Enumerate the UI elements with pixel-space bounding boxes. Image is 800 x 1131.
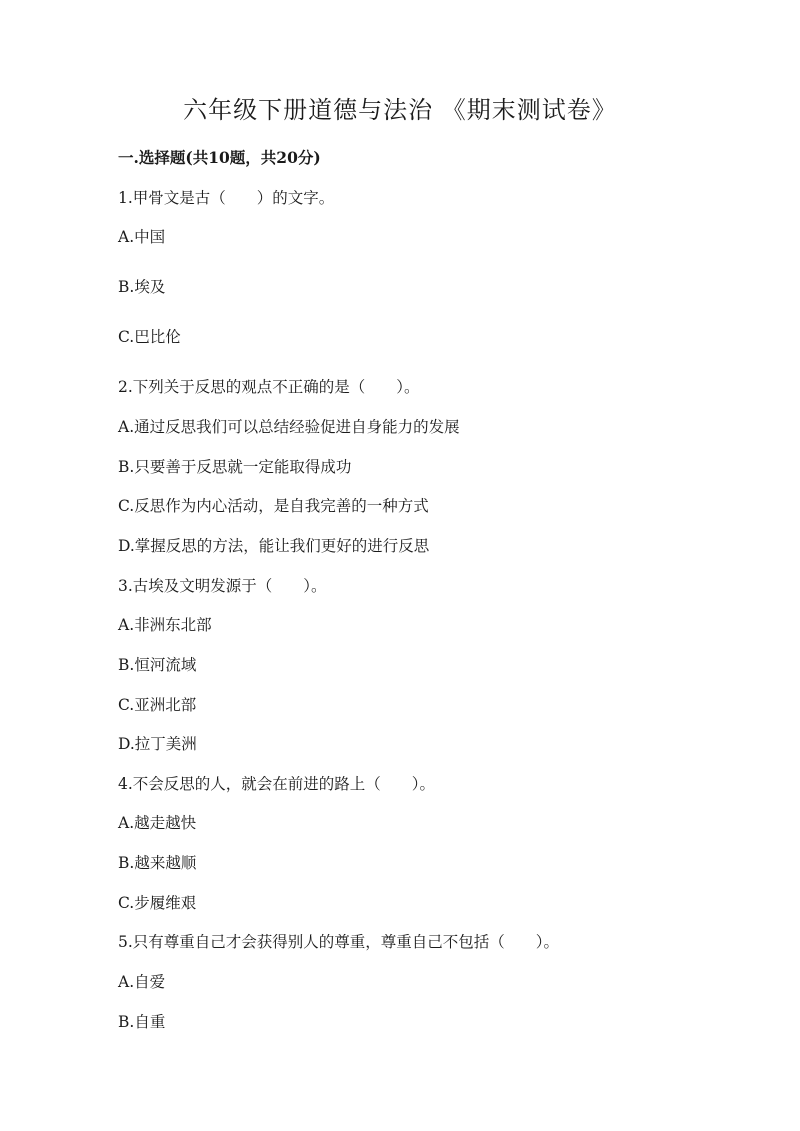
question-option: A.通过反思我们可以总结经验促进自身能力的发展 (118, 418, 460, 436)
question-option: C.亚洲北部 (118, 696, 197, 714)
question-option: A.自爱 (118, 973, 166, 991)
question-option: A.非洲东北部 (118, 616, 212, 634)
question-stem: 1.甲骨文是古（ ）的文字。 (118, 189, 335, 207)
question-option: A.中国 (118, 228, 166, 246)
page-title: 六年级下册道德与法治 《期末测试卷》 (183, 96, 617, 124)
question-option: B.越来越顺 (118, 854, 197, 872)
question-option: D.掌握反思的方法，能让我们更好的进行反思 (118, 537, 430, 555)
question-stem: 2.下列关于反思的观点不正确的是（ ）。 (118, 378, 420, 396)
question-option: B.自重 (118, 1013, 166, 1031)
section-header: 一.选择题(共10题，共20分) (118, 148, 321, 167)
question-stem: 3.古埃及文明发源于（ ）。 (118, 577, 327, 595)
question-option: B.恒河流域 (118, 656, 197, 674)
question-option: C.步履维艰 (118, 894, 197, 912)
question-stem: 4.不会反思的人，就会在前进的路上（ ）。 (118, 775, 436, 793)
question-option: B.埃及 (118, 278, 166, 296)
question-stem: 5.只有尊重自己才会获得别人的尊重，尊重自己不包括（ ）。 (118, 933, 560, 951)
question-option: A.越走越快 (118, 814, 197, 832)
question-option: B.只要善于反思就一定能取得成功 (118, 458, 352, 476)
question-option: D.拉丁美洲 (118, 735, 197, 753)
question-option: C.巴比伦 (118, 328, 181, 346)
question-option: C.反思作为内心活动，是自我完善的一种方式 (118, 497, 429, 515)
